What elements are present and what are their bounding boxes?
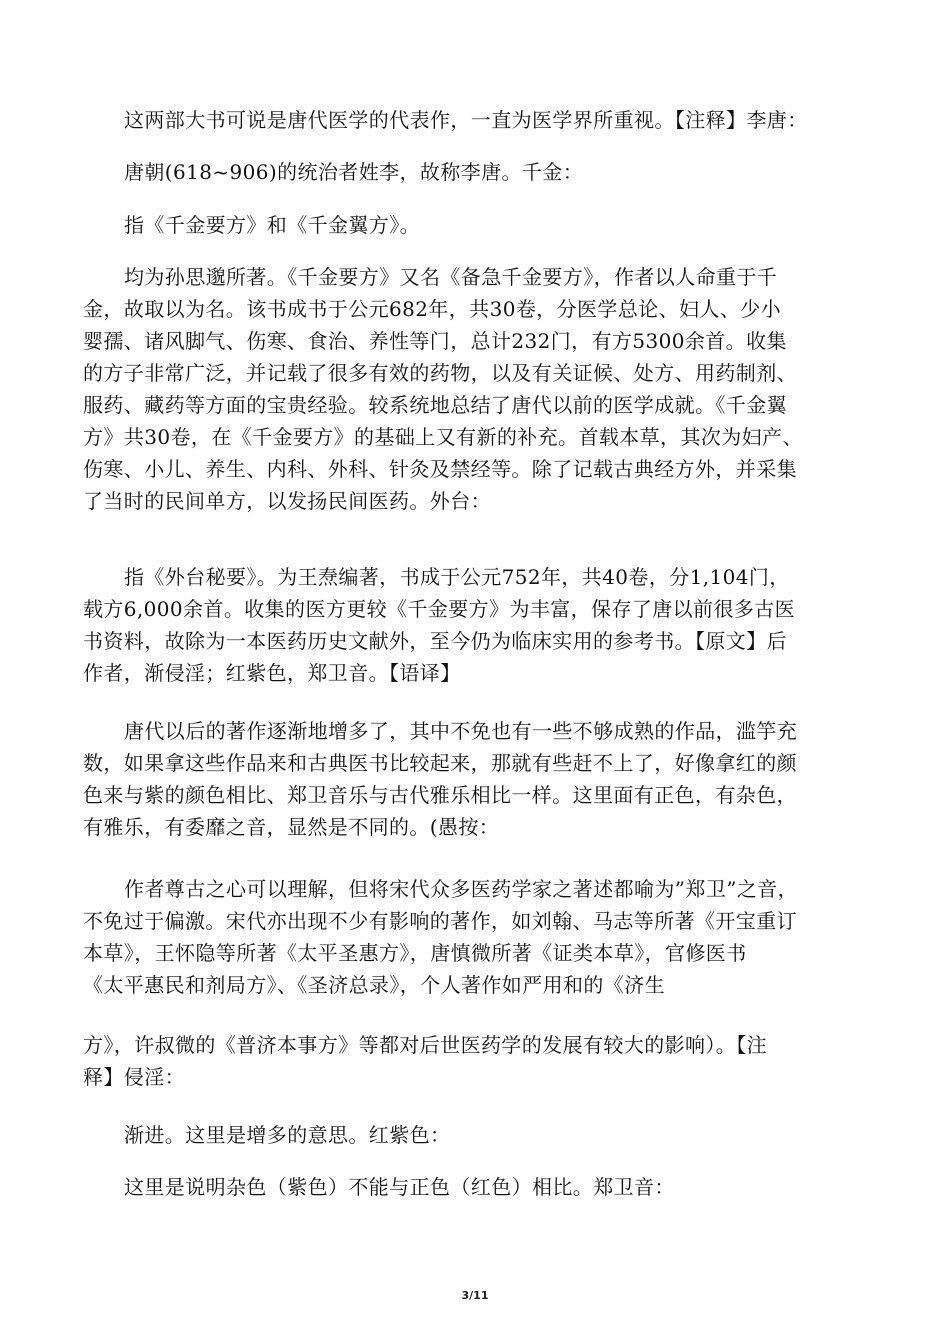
text-line: 本草》，王怀隐等所著《太平圣惠方》，唐慎微所著《证类本草》，官修医书 [83, 941, 747, 965]
text-line: 不免过于偏激。宋代亦出现不少有影响的著作，如刘翰、马志等所著《开宝重订 [83, 909, 797, 933]
text-line: 有雅乐，有委靡之音，显然是不同的。(愚按： [83, 815, 500, 839]
text-line: 方》，许叔微的《普济本事方》等都对后世医药学的发展有较大的影响）。【注 [83, 1033, 767, 1057]
text-line: 金，故取以为名。该书成书于公元682年，共30卷，分医学总论、妇人、少小 [83, 297, 782, 321]
paragraph [83, 261, 867, 517]
text-line: 方》共30卷，在《千金要方》的基础上又有新的补充。首载本草，其次为妇产、 [83, 425, 803, 449]
text-line: 作者尊古之心可以理解，但将宋代众多医药学家之著述都喻为”郑卫”之音， [124, 877, 799, 901]
text-line: 婴孺、诸风脚气、伤寒、食治、养性等门，总计232门，有方5300余首。收集 [83, 329, 787, 353]
text-line: 指《千金要方》和《千金翼方》。 [124, 213, 420, 237]
text-line: 唐代以后的著作逐渐地增多了，其中不免也有一些不够成熟的作品，滥竽充 [124, 719, 798, 743]
text-line: 作者，渐侵淫；红紫色，郑卫音。【语译】 [83, 661, 461, 685]
text-line: 数，如果拿这些作品来和古典医书比较起来，那就有些赶不上了，好像拿红的颜 [83, 751, 797, 775]
text-line: 载方6,000余首。收集的医方更较《千金要方》为丰富，保存了唐以前很多古医 [83, 597, 796, 621]
paragraph [83, 104, 867, 136]
text-line: 这里是说明杂色（紫色）不能与正色（红色）相比。郑卫音： [124, 1175, 675, 1199]
paragraph [83, 209, 867, 241]
paragraph [83, 1119, 867, 1151]
paragraph [83, 715, 867, 843]
paragraph [83, 873, 867, 1001]
paragraph [83, 1029, 867, 1093]
text-line: 指《外台秘要》。为王焘编著，书成于公元752年，共40卷，分1,104门， [124, 565, 790, 589]
text-line: 的方子非常广泛，并记载了很多有效的药物，以及有关证候、处方、用药制剂、 [83, 361, 797, 385]
page-number: 3/11 [461, 1289, 489, 1302]
text-line: 伤寒、小儿、养生、内科、外科、针灸及禁经等。除了记载古典经方外，并采集 [83, 457, 797, 481]
text-line: 释】侵淫： [83, 1065, 185, 1089]
text-line: 色来与紫的颜色相比、郑卫音乐与古代雅乐相比一样。这里面有正色，有杂色， [83, 783, 797, 807]
text-line: 《太平惠民和剂局方》、《圣济总录》，个人著作如严用和的《济生 [83, 973, 665, 997]
text-line: 服药、藏药等方面的宝贵经验。较系统地总结了唐代以前的医学成就。《千金翼 [83, 393, 787, 417]
paragraph [83, 156, 867, 188]
text-line: 了当时的民间单方，以发扬民间医药。外台： [83, 489, 491, 513]
text-line: 这两部大书可说是唐代医学的代表作，一直为医学界所重视。【注释】李唐： [124, 108, 808, 132]
text-line: 渐进。这里是增多的意思。红紫色： [124, 1123, 451, 1147]
text-line: 均为孙思邈所著。《千金要方》又名《备急千金要方》，作者以人命重于千 [124, 265, 778, 289]
text-line: 书资料，故除为一本医药历史文献外，至今仍为临床实用的参考书。【原文】后 [83, 629, 787, 653]
text-line: 唐朝(618~906)的统治者姓李，故称李唐。千金： [124, 160, 584, 184]
paragraph [83, 1171, 867, 1203]
paragraph [83, 561, 867, 689]
